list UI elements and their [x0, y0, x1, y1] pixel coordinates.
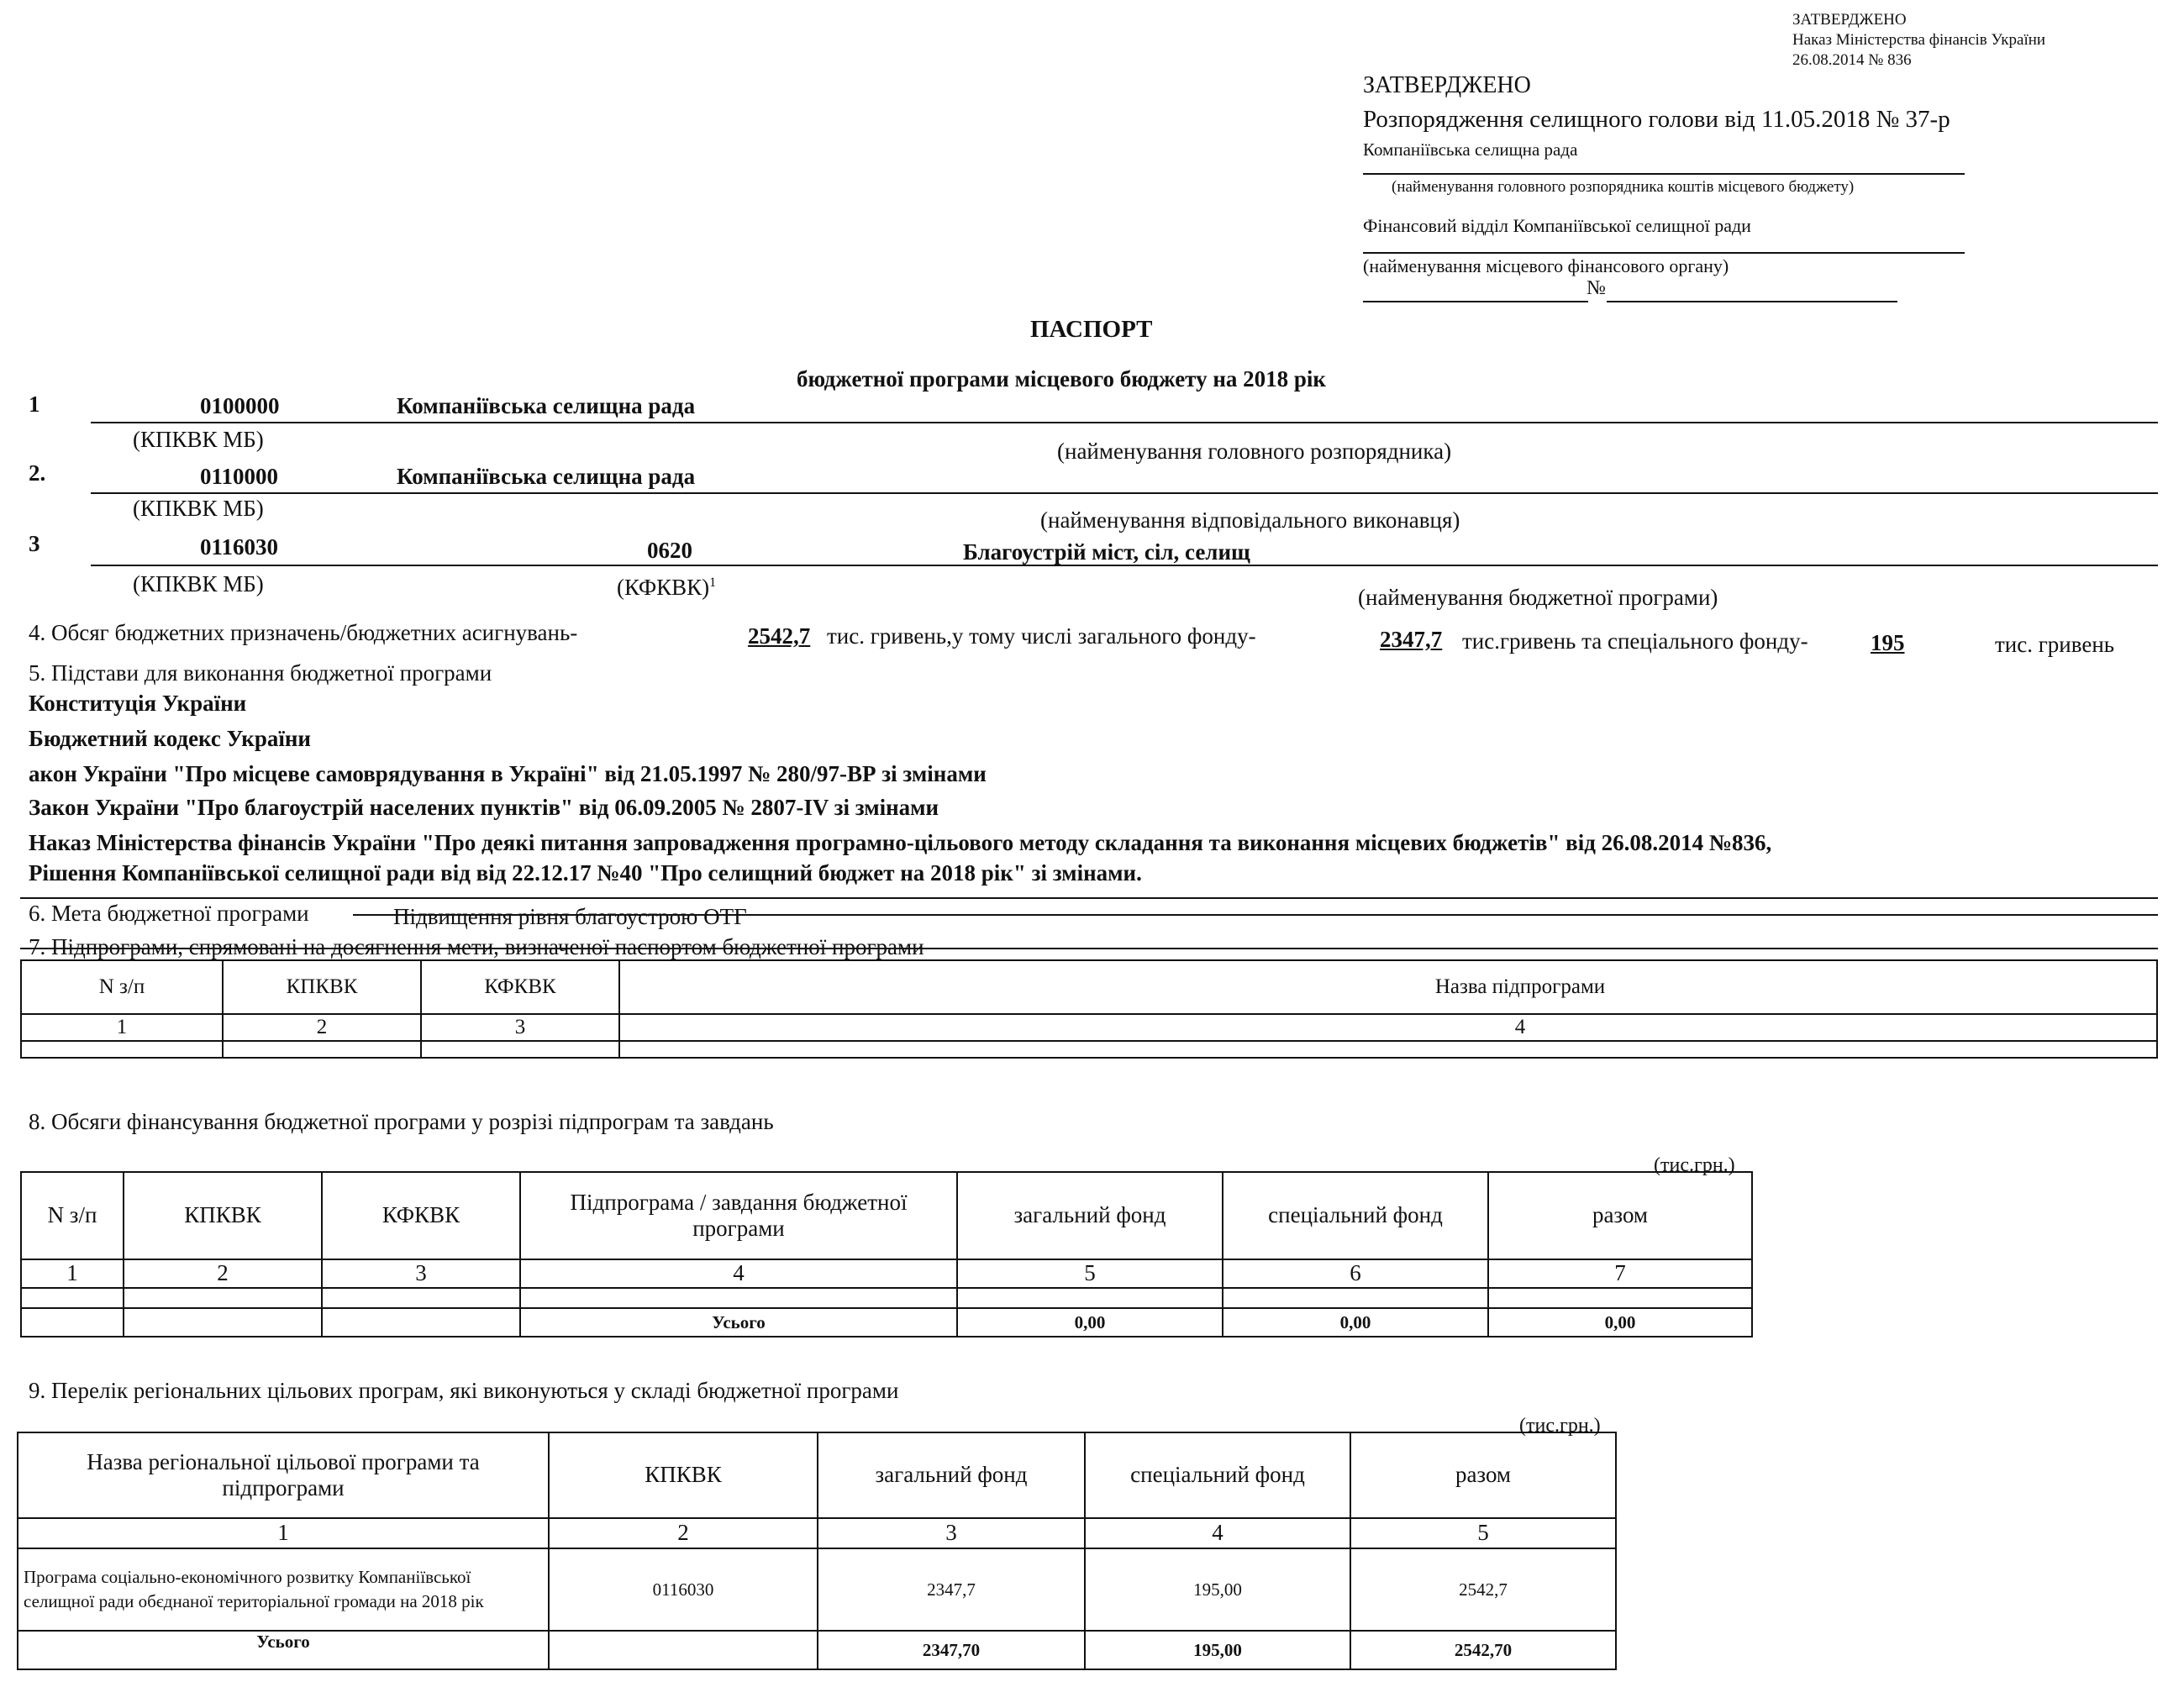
divider: [91, 565, 2158, 566]
total-special-fund: 195,00: [1085, 1631, 1350, 1669]
row2-code: 0110000: [200, 464, 279, 489]
council-caption: (найменування головного розпорядника коштів місцевого бюджету): [1392, 178, 1855, 196]
approval-stamp-small: [1792, 10, 2045, 71]
col-number: 1: [18, 1518, 549, 1548]
col-header-special-fund: спеціальний фонд: [1223, 1172, 1488, 1259]
col-number: 7: [1488, 1259, 1752, 1288]
footnote-mark: 1: [709, 575, 717, 590]
row3-name: Благоустрій міст, сіл, селищ: [963, 539, 1250, 565]
approval-title: ЗАТВЕРДЖЕНО: [1363, 72, 1531, 98]
program-goal: Підвищення рівня благоустрою ОТГ: [393, 904, 747, 929]
table-column-numbers-row: [21, 1259, 1752, 1288]
divider: [1363, 173, 1965, 175]
col-number: 3: [818, 1518, 1085, 1548]
total-label: Усього: [18, 1631, 549, 1669]
table-header-row: [21, 960, 2157, 1014]
legal-basis-item: Закон України "Про благоустрій населених пунктів" від 06.09.2005 № 2807-IV зі змінами: [29, 795, 939, 820]
page-subtitle: бюджетної програми місцевого бюджету на 2018 рік: [797, 366, 1326, 392]
table-total-row: [21, 1308, 1752, 1337]
approval-council: Компаніївська селищна рада: [1363, 139, 1578, 160]
row1-number: 1: [29, 392, 40, 417]
section8-unit: (тис.грн.): [1654, 1154, 1735, 1176]
number-line: [1607, 301, 1897, 302]
row3-number: 3: [29, 531, 40, 556]
row1-code-caption: (КПКВК МБ): [133, 427, 264, 452]
col-header-kfkvk: КФКВК: [421, 960, 619, 1014]
program-general-fund-cell: 2347,7: [818, 1548, 1085, 1631]
col-header-kpkvk: КПКВК: [124, 1172, 322, 1259]
total-special-fund: 0,00: [1223, 1308, 1488, 1337]
col-header-kpkvk: КПКВК: [549, 1432, 818, 1518]
table-header-row: [21, 1172, 1752, 1259]
page-title: ПАСПОРТ: [1030, 316, 1153, 343]
row1-code: 0100000: [200, 393, 280, 418]
row3-name-caption: (найменування бюджетної програми): [1358, 585, 1718, 610]
approval-stamp-title: ЗАТВЕРДЖЕНО: [1792, 11, 1907, 29]
row3-kfkvk: 0620: [647, 538, 692, 563]
col-number: 5: [957, 1259, 1223, 1288]
row3-code-caption: (КПКВК МБ): [133, 571, 264, 596]
col-header-total: разом: [1350, 1432, 1616, 1518]
col-number: 4: [1085, 1518, 1350, 1548]
divider: [1363, 252, 1965, 254]
row2-code-caption: (КПКВК МБ): [133, 496, 264, 521]
row3-code: 0116030: [200, 534, 279, 560]
row1-name: Компаніївська селищна рада: [397, 393, 696, 418]
total-label: Усього: [520, 1308, 957, 1337]
special-fund-value: 195: [1871, 630, 1905, 655]
col-header-program-name: Назва регіональної цільової програми та підпрограми: [18, 1432, 549, 1518]
col-header-subprogram-name: Назва підпрограми: [619, 960, 2157, 1014]
table-row: [18, 1548, 1616, 1631]
row2-name: Компаніївська селищна рада: [397, 464, 696, 489]
col-header-total: разом: [1488, 1172, 1752, 1259]
table-column-numbers-row: [18, 1518, 1616, 1548]
col-number: 4: [520, 1259, 957, 1288]
table-column-numbers-row: [21, 1014, 2157, 1041]
total-general-fund: 2347,70: [818, 1631, 1085, 1669]
legal-basis-item: Наказ Міністерства фінансів України "Про деякі питання запровадження програмно-цільового методу складання та виконання місцевих бюджетів" від 26.08.2014 №836,: [29, 830, 1772, 855]
col-number: 1: [21, 1259, 124, 1288]
col-number: 4: [619, 1014, 2157, 1041]
legal-basis-item: акон України "Про місцеве самоврядування в Україні" від 21.05.1997 № 280/97-ВР зі змінами: [29, 761, 987, 786]
program-total-cell: 2542,7: [1350, 1548, 1616, 1631]
table-row: [21, 1041, 2157, 1058]
program-name-cell: Програма соціально-економічного розвитку Компаніївської селищної ради обєднаної територіальної громади на 2018 рік: [18, 1548, 549, 1631]
section9-label: 9. Перелік регіональних цільових програм, які виконуються у складі бюджетної програми: [29, 1378, 899, 1403]
section4-end-text: тис. гривень: [1995, 632, 2115, 657]
row2-number: 2.: [29, 460, 46, 486]
regional-programs-table: [17, 1432, 1617, 1670]
approval-order: Розпорядження селищного голови від 11.05.2018 № 37-р: [1363, 106, 1950, 133]
total-general-fund: 0,00: [957, 1308, 1223, 1337]
fin-org-caption: (найменування місцевого фінансового органу): [1363, 255, 1729, 276]
program-special-fund-cell: 195,00: [1085, 1548, 1350, 1631]
divider: [20, 897, 2158, 899]
col-header-number: N з/п: [21, 960, 223, 1014]
section4-general-text: тис. гривень,у тому числі загального фонду-: [827, 623, 1256, 649]
divider: [91, 492, 2158, 494]
col-header-general-fund: загальний фонд: [957, 1172, 1223, 1259]
row1-name-caption: (найменування головного розпорядника): [1057, 439, 1452, 464]
section4-label: 4. Обсяг бюджетних призначень/бюджетних асигнувань-: [29, 620, 578, 645]
table-row: [21, 1288, 1752, 1308]
financing-table: [20, 1171, 1753, 1337]
col-number: 6: [1223, 1259, 1488, 1288]
col-header-special-fund: спеціальний фонд: [1085, 1432, 1350, 1518]
section6-label: 6. Мета бюджетної програми: [29, 901, 309, 926]
col-header-kfkvk: КФКВК: [322, 1172, 520, 1259]
total-sum: 2542,70: [1350, 1631, 1616, 1669]
col-number: 2: [223, 1014, 421, 1041]
legal-basis-item: Рішення Компаніївської селищної ради від від 22.12.17 №40 "Про селищний бюджет на 2018 рік" зі змінами.: [29, 860, 1142, 886]
col-number: 2: [549, 1518, 818, 1548]
col-header-task: Підпрограма / завдання бюджетної програми: [520, 1172, 957, 1259]
table-header-row: [18, 1432, 1616, 1518]
section7-label: 7. Підпрограми, спрямовані на досягнення мети, визначеної паспортом бюджетної програми: [29, 934, 924, 959]
total-budget-value: 2542,7: [748, 623, 811, 649]
row2-name-caption: (найменування відповідального виконавця): [1040, 507, 1460, 533]
col-header-number: N з/п: [21, 1172, 124, 1259]
section4-special-text: тис.гривень та спеціального фонду-: [1462, 628, 1808, 654]
fin-org-name: Фінансовий відділ Компаніївської селищної ради: [1363, 215, 1751, 236]
approval-stamp-date: 26.08.2014 № 836: [1792, 51, 1912, 69]
signature-line: [1363, 301, 1588, 302]
divider: [20, 948, 2158, 949]
col-number: 2: [124, 1259, 322, 1288]
legal-basis-item: Бюджетний кодекс України: [29, 726, 311, 751]
legal-basis-item: Конституція України: [29, 691, 247, 716]
program-kpkvk-cell: 0116030: [549, 1548, 818, 1631]
col-header-general-fund: загальний фонд: [818, 1432, 1085, 1518]
col-number: 1: [21, 1014, 223, 1041]
row3-kfkvk-caption: (КФКВК)$^1$: [617, 575, 717, 600]
total-sum: 0,00: [1488, 1308, 1752, 1337]
section9-unit: (тис.грн.): [1519, 1415, 1601, 1437]
col-header-kpkvk: КПКВК: [223, 960, 421, 1014]
section5-label: 5. Підстави для виконання бюджетної програми: [29, 660, 492, 686]
col-number: 3: [421, 1014, 619, 1041]
col-number: 3: [322, 1259, 520, 1288]
general-fund-value: 2347,7: [1380, 627, 1443, 652]
section8-label: 8. Обсяги фінансування бюджетної програми у розрізі підпрограм та завдань: [29, 1109, 774, 1134]
subprograms-table: [20, 959, 2158, 1059]
col-number: 5: [1350, 1518, 1616, 1548]
divider: [353, 914, 2158, 916]
approval-stamp-order: Наказ Міністерства фінансів України: [1792, 31, 2046, 49]
divider: [91, 422, 2158, 423]
number-sign: №: [1587, 277, 1606, 299]
table-total-row: [18, 1631, 1616, 1669]
